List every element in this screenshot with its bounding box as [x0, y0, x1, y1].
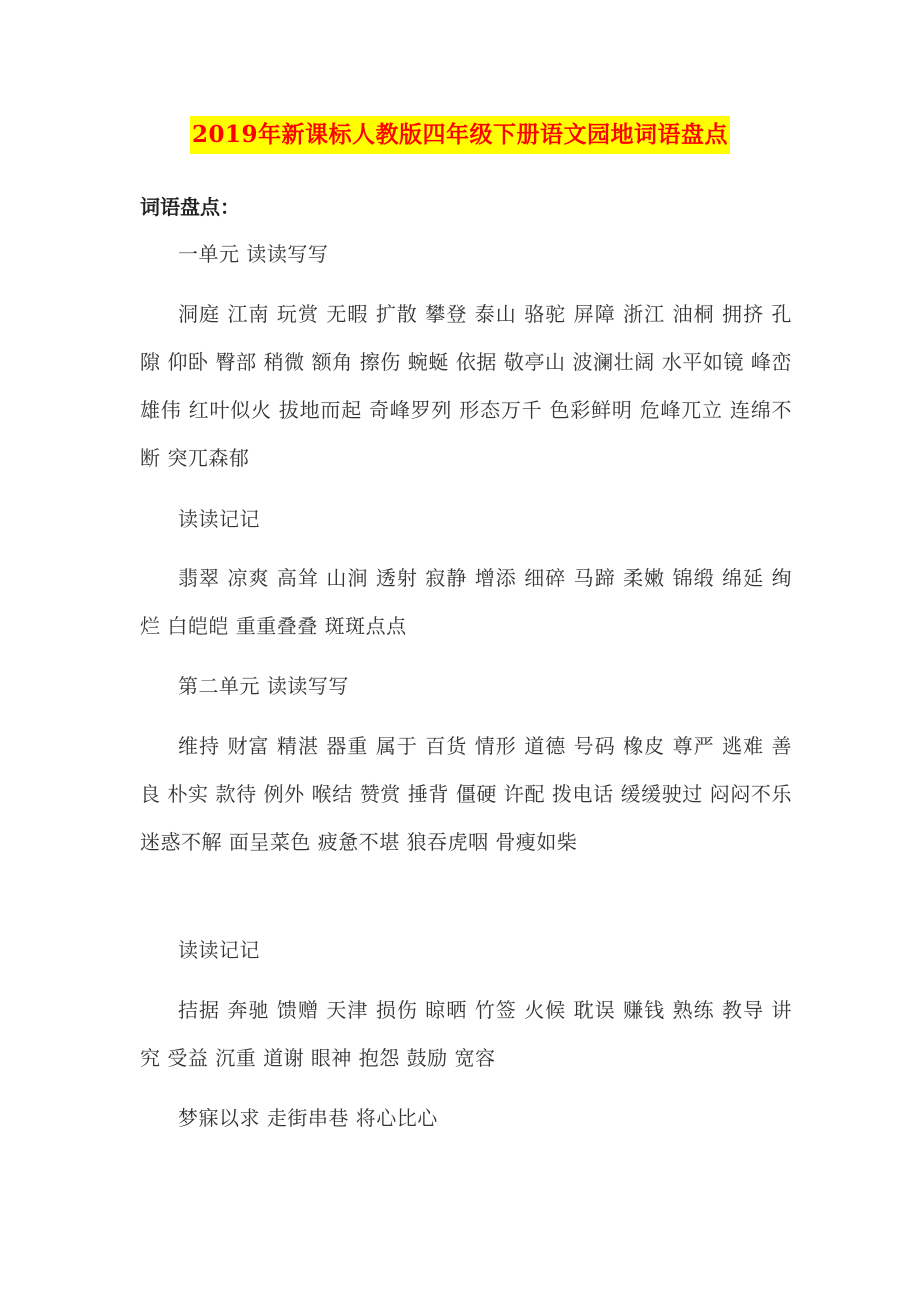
unit1-read-remember-words: 翡翠 凉爽 高耸 山涧 透射 寂静 增添 细碎 马蹄 柔嫩 锦缎 绵延 绚烂 白皑皑 重重叠叠 斑斑点点	[140, 566, 792, 638]
unit2-read-write-label: 第二单元 读读写写	[178, 674, 349, 698]
unit1-read-remember-label: 读读记记	[178, 507, 260, 531]
unit1-read-write-words: 洞庭 江南 玩赏 无暇 扩散 攀登 泰山 骆驼 屏障 浙江 油桐 拥挤 孔隙 仰卧 臀部 稍微 额角 擦伤 蜿蜒 依据 敬亭山 波澜壮阔 水平如镜 峰峦雄伟 红叶似火 拔地而起 奇峰罗列 形态万千 色彩鲜明 危峰兀立 连绵不断 突兀森郁	[140, 302, 792, 470]
unit1-read-write-label: 一单元 读读写写	[178, 242, 329, 266]
unit2-read-write-words: 维持 财富 精湛 器重 属于 百货 情形 道德 号码 橡皮 尊严 逃难 善良 朴实 款待 例外 喉结 赞赏 捶背 僵硬 许配 拨电话 缓缓驶过 闷闷不乐 迷惑不解 面呈菜色 疲惫不堪 狼吞虎咽 骨瘦如柴	[140, 734, 792, 854]
section-heading: 词语盘点：	[140, 195, 240, 219]
unit2-read-remember-label: 读读记记	[178, 938, 260, 962]
idioms-line: 梦寐以求 走街串巷 将心比心	[178, 1106, 438, 1130]
title-container	[0, 116, 920, 154]
unit2-read-remember-words: 拮据 奔驰 馈赠 天津 损伤 晾晒 竹签 火候 耽误 赚钱 熟练 教导 讲究 受益 沉重 道谢 眼神 抱怨 鼓励 宽容	[140, 998, 792, 1070]
document-title: 2019年新课标人教版四年级下册语文园地词语盘点	[190, 116, 730, 154]
